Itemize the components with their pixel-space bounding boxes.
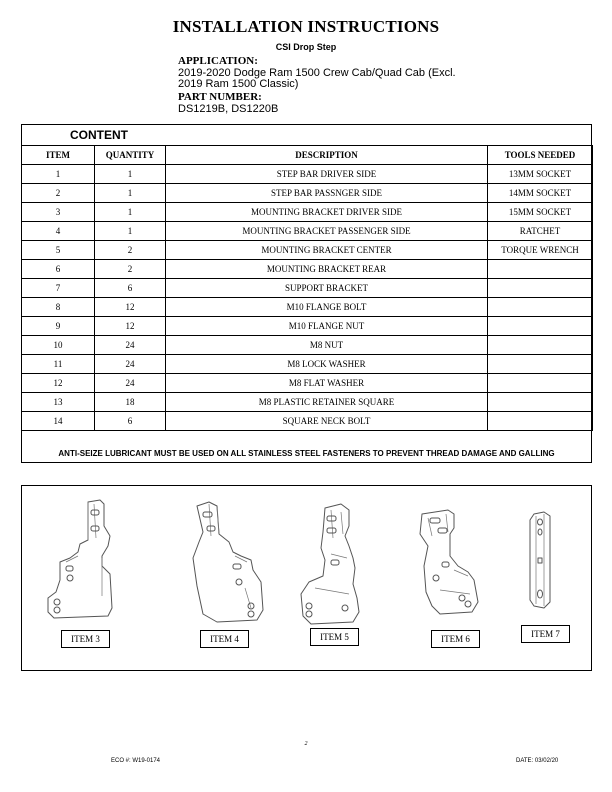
eco-number: ECO #: W19-0174	[111, 758, 161, 764]
tools-cell	[488, 355, 593, 374]
item-label-7: ITEM 7	[521, 625, 570, 643]
description-cell: M8 PLASTIC RETAINER SQUARE	[166, 393, 488, 412]
description-cell: MOUNTING BRACKET PASSENGER SIDE	[166, 222, 488, 241]
item-number-cell: 7	[22, 279, 95, 298]
quantity-cell: 24	[95, 374, 166, 393]
table-row	[22, 222, 593, 241]
content-heading: CONTENT	[70, 128, 128, 142]
table-row	[22, 374, 593, 393]
support-bracket-icon	[522, 510, 562, 610]
quantity-cell: 6	[95, 279, 166, 298]
item-label-3: ITEM 3	[61, 630, 110, 648]
tools-cell: 14MM SOCKET	[488, 184, 593, 203]
content-box	[21, 124, 592, 463]
quantity-cell: 1	[95, 184, 166, 203]
item-number-cell: 1	[22, 165, 95, 184]
page-number: 2	[304, 741, 308, 747]
description-cell: MOUNTING BRACKET DRIVER SIDE	[166, 203, 488, 222]
tools-cell	[488, 412, 593, 431]
part-numbers: DS1219B, DS1220B	[178, 103, 279, 115]
tools-cell	[488, 298, 593, 317]
quantity-cell: 2	[95, 241, 166, 260]
bracket-passenger-side-icon	[189, 498, 267, 624]
description-cell: MOUNTING BRACKET CENTER	[166, 241, 488, 260]
description-cell: M8 FLAT WASHER	[166, 374, 488, 393]
part-item-6	[410, 506, 482, 623]
col-header-quantity: QUANTITY	[95, 146, 166, 165]
table-row	[22, 336, 593, 355]
tools-cell: 13MM SOCKET	[488, 165, 593, 184]
tools-cell	[488, 374, 593, 393]
bracket-center-icon	[297, 502, 365, 628]
description-cell: M10 FLANGE BOLT	[166, 298, 488, 317]
tools-cell	[488, 336, 593, 355]
table-row	[22, 317, 593, 336]
item-number-cell: 5	[22, 241, 95, 260]
item-number-cell: 6	[22, 260, 95, 279]
description-cell: M10 FLANGE NUT	[166, 317, 488, 336]
table-row	[22, 184, 593, 203]
item-number-cell: 14	[22, 412, 95, 431]
description-cell: MOUNTING BRACKET REAR	[166, 260, 488, 279]
part-item-4	[189, 498, 267, 629]
quantity-cell: 1	[95, 203, 166, 222]
part-item-5	[297, 502, 365, 633]
part-number-label: PART NUMBER:	[178, 91, 262, 103]
tools-cell: RATCHET	[488, 222, 593, 241]
quantity-cell: 24	[95, 336, 166, 355]
quantity-cell: 1	[95, 222, 166, 241]
description-cell: M8 NUT	[166, 336, 488, 355]
table-row	[22, 165, 593, 184]
application-label: APPLICATION:	[178, 55, 258, 67]
item-label-5: ITEM 5	[310, 628, 359, 646]
part-item-7	[522, 510, 562, 615]
application-line-1: 2019-2020 Dodge Ram 1500 Crew Cab/Quad Cab (Excl.	[178, 67, 456, 79]
part-item-3	[44, 496, 124, 627]
item-number-cell: 9	[22, 317, 95, 336]
item-number-cell: 2	[22, 184, 95, 203]
description-cell: SQUARE NECK BOLT	[166, 412, 488, 431]
description-cell: STEP BAR DRIVER SIDE	[166, 165, 488, 184]
bracket-rear-icon	[410, 506, 482, 618]
item-number-cell: 10	[22, 336, 95, 355]
table-row	[22, 260, 593, 279]
item-number-cell: 4	[22, 222, 95, 241]
page-title: INSTALLATION INSTRUCTIONS	[172, 17, 440, 36]
table-row	[22, 203, 593, 222]
quantity-cell: 12	[95, 298, 166, 317]
table-header-row	[22, 146, 593, 165]
item-number-cell: 12	[22, 374, 95, 393]
parts-illustration-box	[21, 485, 592, 671]
content-table	[21, 145, 593, 431]
revision-date: DATE: 03/02/20	[516, 758, 559, 764]
item-label-6: ITEM 6	[431, 630, 480, 648]
item-number-cell: 11	[22, 355, 95, 374]
tools-cell	[488, 317, 593, 336]
description-cell: STEP BAR PASSNGER SIDE	[166, 184, 488, 203]
tools-cell: 15MM SOCKET	[488, 203, 593, 222]
quantity-cell: 12	[95, 317, 166, 336]
application-line-2: 2019 Ram 1500 Classic)	[178, 78, 299, 90]
tools-cell	[488, 260, 593, 279]
item-number-cell: 3	[22, 203, 95, 222]
anti-seize-warning: ANTI-SEIZE LUBRICANT MUST BE USED ON ALL STAINLESS STEEL FASTENERS TO PREVENT THREAD DAMAGE AND GALLING	[58, 449, 555, 458]
quantity-cell: 24	[95, 355, 166, 374]
col-header-description: DESCRIPTION	[166, 146, 488, 165]
product-subtitle: CSI Drop Step	[275, 42, 337, 52]
quantity-cell: 2	[95, 260, 166, 279]
table-row	[22, 279, 593, 298]
quantity-cell: 18	[95, 393, 166, 412]
item-number-cell: 13	[22, 393, 95, 412]
table-row	[22, 393, 593, 412]
quantity-cell: 6	[95, 412, 166, 431]
bracket-driver-side-icon	[44, 496, 124, 622]
quantity-cell: 1	[95, 165, 166, 184]
description-cell: SUPPORT BRACKET	[166, 279, 488, 298]
tools-cell	[488, 279, 593, 298]
tools-cell	[488, 393, 593, 412]
item-label-4: ITEM 4	[200, 630, 249, 648]
tools-cell: TORQUE WRENCH	[488, 241, 593, 260]
table-row	[22, 412, 593, 431]
description-cell: M8 LOCK WASHER	[166, 355, 488, 374]
col-header-item: ITEM	[22, 146, 95, 165]
table-row	[22, 355, 593, 374]
table-row	[22, 298, 593, 317]
col-header-tools: TOOLS NEEDED	[488, 146, 593, 165]
table-row	[22, 241, 593, 260]
item-number-cell: 8	[22, 298, 95, 317]
